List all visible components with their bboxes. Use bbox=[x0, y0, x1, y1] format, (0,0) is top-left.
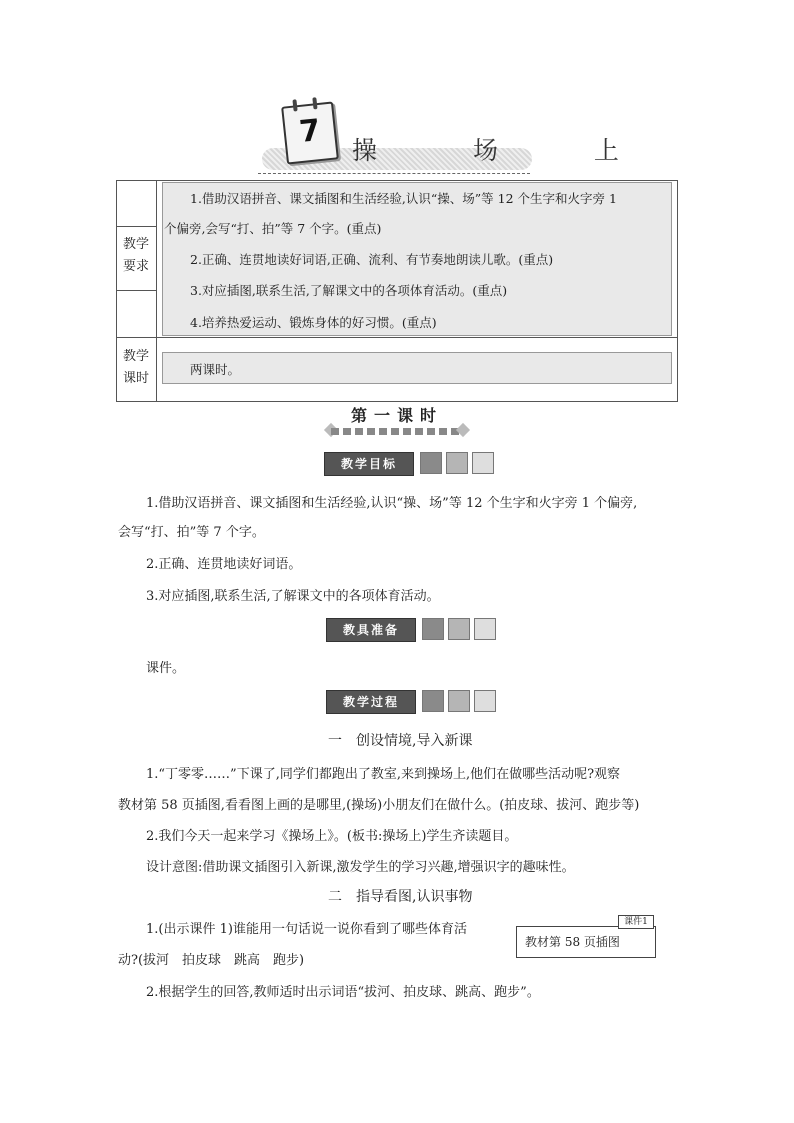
calendar-ring-icon bbox=[312, 97, 317, 109]
goal-line: 1.借助汉语拼音、课文插图和生活经验,认识“操、场”等 12 个生字和火字旁 1 个偏旁, bbox=[146, 496, 638, 511]
section-heading: 二 指导看图,认识事物 bbox=[328, 889, 473, 905]
square-icon bbox=[448, 690, 470, 712]
table-divider bbox=[116, 290, 156, 291]
process-line: 1.(出示课件 1)谁能用一句话说一说你看到了哪些体育活 bbox=[146, 922, 467, 937]
courseware-text: 教材第 58 页插图 bbox=[525, 935, 620, 949]
lesson-title: 操 场 上 bbox=[352, 136, 663, 165]
periods-text: 两课时。 bbox=[190, 362, 241, 377]
table-divider bbox=[156, 180, 157, 401]
goals-section-label: 教学目标 bbox=[324, 452, 414, 476]
requirement-line: 2.正确、连贯地读好词语,正确、流利、有节奏地朗读儿歌。(重点) bbox=[190, 252, 554, 267]
goal-line: 会写“打、拍”等 7 个字。 bbox=[118, 525, 265, 540]
requirement-line: 个偏旁,会写“打、拍”等 7 个字。(重点) bbox=[164, 221, 382, 236]
square-icon bbox=[474, 690, 496, 712]
requirement-line: 3.对应插图,联系生活,了解课文中的各项体育活动。(重点) bbox=[190, 283, 508, 298]
square-icon bbox=[422, 690, 444, 712]
requirement-line: 1.借助汉语拼音、课文插图和生活经验,认识“操、场”等 12 个生字和火字旁 1 bbox=[190, 191, 617, 206]
process-line: 教材第 58 页插图,看看图上画的是哪里,(操场)小朋友们在做什么。(拍皮球、拔河、跑步等) bbox=[118, 798, 640, 813]
table-divider bbox=[116, 226, 156, 227]
process-line: 2.我们今天一起来学习《操场上》。(板书:操场上)学生齐读题目。 bbox=[146, 829, 518, 844]
tools-section-label: 教具准备 bbox=[326, 618, 416, 642]
process-section-label: 教学过程 bbox=[326, 690, 416, 714]
courseware-tab: 课件1 bbox=[618, 915, 654, 929]
design-intent-line: 设计意图:借助课文插图引入新课,激发学生的学习兴趣,增强识字的趣味性。 bbox=[146, 860, 575, 875]
process-line: 2.根据学生的回答,教师适时出示词语“拔河、拍皮球、跳高、跑步”。 bbox=[146, 985, 540, 1000]
square-icon bbox=[448, 618, 470, 640]
square-icon bbox=[446, 452, 468, 474]
calendar-icon bbox=[281, 101, 339, 164]
square-icon bbox=[474, 618, 496, 640]
period-divider bbox=[331, 428, 463, 435]
periods-label: 教学 课时 bbox=[122, 349, 149, 386]
table-divider bbox=[116, 337, 677, 338]
requirement-line: 4.培养热爱运动、锻炼身体的好习惯。(重点) bbox=[190, 315, 437, 330]
section-heading: 一 创设情境,导入新课 bbox=[328, 733, 473, 749]
period-title: 第一课时 bbox=[350, 406, 443, 425]
courseware-callout bbox=[516, 926, 656, 958]
process-line: 动?(拔河 拍皮球 跳高 跑步) bbox=[118, 953, 305, 968]
tools-text: 课件。 bbox=[146, 661, 186, 676]
goal-line: 3.对应插图,联系生活,了解课文中的各项体育活动。 bbox=[146, 589, 440, 604]
requirements-label: 教学 要求 bbox=[122, 237, 149, 274]
process-line: 1.“丁零零……”下课了,同学们都跑出了教室,来到操场上,他们在做哪些活动呢?观察 bbox=[146, 767, 621, 782]
square-icon bbox=[420, 452, 442, 474]
goal-line: 2.正确、连贯地读好词语。 bbox=[146, 557, 302, 572]
calendar-ring-icon bbox=[292, 99, 297, 111]
square-icon bbox=[422, 618, 444, 640]
header-divider bbox=[258, 173, 530, 174]
square-icon bbox=[472, 452, 494, 474]
lesson-number: 7 bbox=[297, 113, 323, 151]
